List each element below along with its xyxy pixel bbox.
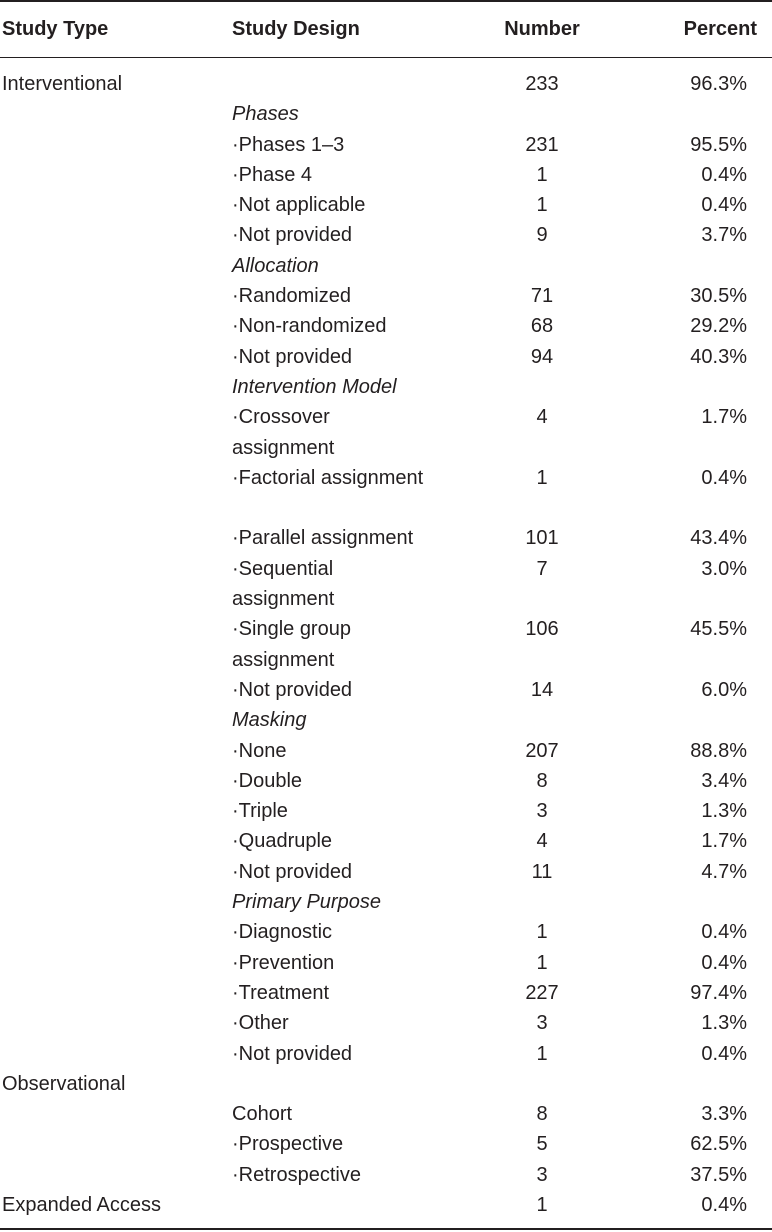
cell-study-design: ·Double xyxy=(232,769,303,792)
cell-study-design: ·Parallel assignment xyxy=(232,527,414,550)
cell-number: 8 xyxy=(536,1103,548,1126)
table-row xyxy=(0,99,772,129)
cell-study-design: ·Randomized xyxy=(232,285,351,308)
table-row xyxy=(0,463,772,524)
cell-study-design: ·Prospective xyxy=(232,1133,344,1156)
cell-study-design: Intervention Model xyxy=(232,375,397,398)
table-row xyxy=(0,554,772,615)
header-number: Number xyxy=(504,18,580,40)
cell-study-design: ·Diagnostic xyxy=(232,921,333,944)
cell-percent: 96.3% xyxy=(690,73,747,95)
cell-percent: 0.4% xyxy=(701,163,747,186)
cell-study-design: ·Not provided xyxy=(232,345,353,368)
cell-study-design: Phases xyxy=(232,103,299,126)
table-row xyxy=(0,190,772,220)
cell-percent: 1.7% xyxy=(701,830,747,853)
cell-percent: 29.2% xyxy=(690,315,747,338)
table-bottom-rule xyxy=(0,1228,772,1230)
cell-number: 227 xyxy=(525,981,559,1004)
cell-number: 1 xyxy=(536,194,548,217)
table-header-rule xyxy=(0,57,772,58)
table-row xyxy=(0,1190,772,1220)
cell-study-design: ·Retrospective xyxy=(232,1163,361,1186)
table-row xyxy=(0,160,772,190)
cell-study-design: ·Non-randomized xyxy=(232,315,387,338)
cell-number: 1 xyxy=(536,466,548,489)
table-row xyxy=(0,523,772,553)
cell-number: 231 xyxy=(525,133,559,156)
table-row xyxy=(0,1008,772,1038)
cell-percent: 3.7% xyxy=(701,224,747,247)
cell-number: 94 xyxy=(530,345,554,368)
table-row xyxy=(0,342,772,372)
table-row xyxy=(0,1039,772,1069)
cell-percent: 4.7% xyxy=(701,860,747,883)
cell-study-design: ·None xyxy=(232,739,287,762)
cell-number: 1 xyxy=(536,921,548,944)
cell-study-design: ·Not provided xyxy=(232,1042,353,1065)
cell-percent: 0.4% xyxy=(701,921,747,944)
cell-study-design: ·Sequential assignment xyxy=(232,557,335,611)
cell-number: 1 xyxy=(536,1042,548,1065)
table-row xyxy=(0,705,772,735)
cell-percent: 0.4% xyxy=(701,1042,747,1065)
cell-study-design: ·Prevention xyxy=(232,951,335,974)
cell-study-design: ·Quadruple xyxy=(232,830,333,853)
table-row xyxy=(0,857,772,887)
cell-percent: 1.3% xyxy=(701,1012,747,1035)
table-header-row xyxy=(0,0,772,57)
cell-percent: 97.4% xyxy=(690,981,747,1004)
cell-study-design: Primary Purpose xyxy=(232,891,381,914)
cell-study-design: ·Crossover assignment xyxy=(232,406,335,459)
cell-number: 4 xyxy=(536,830,548,853)
table-row xyxy=(0,766,772,796)
table-row xyxy=(0,675,772,705)
cell-study-design: ·Phase 4 xyxy=(232,163,313,186)
table-row xyxy=(0,826,772,856)
cell-study-design: Allocation xyxy=(232,254,319,277)
table-row xyxy=(0,1069,772,1099)
cell-number: 11 xyxy=(531,860,553,883)
cell-percent: 0.4% xyxy=(701,194,747,217)
header-study-design: Study Design xyxy=(232,18,360,40)
cell-number: 68 xyxy=(530,315,554,338)
cell-number: 101 xyxy=(525,527,559,550)
table-row xyxy=(0,311,772,341)
cell-percent: 62.5% xyxy=(690,1133,747,1156)
cell-number: 14 xyxy=(530,678,554,701)
cell-percent: 3.3% xyxy=(701,1103,747,1126)
cell-study-design: ·Not provided xyxy=(232,224,353,247)
cell-study-type: Interventional xyxy=(2,73,123,95)
table-row xyxy=(0,372,772,402)
cell-percent: 6.0% xyxy=(701,678,747,701)
cell-study-design: ·Treatment xyxy=(232,981,330,1004)
cell-number: 5 xyxy=(536,1133,548,1156)
cell-number: 106 xyxy=(525,618,559,641)
cell-percent: 0.4% xyxy=(701,466,747,489)
table-row xyxy=(0,614,772,675)
table-row xyxy=(0,917,772,947)
cell-percent: 40.3% xyxy=(690,345,747,368)
table-row xyxy=(0,1160,772,1190)
cell-percent: 43.4% xyxy=(690,527,747,550)
cell-percent: 95.5% xyxy=(690,133,747,156)
cell-number: 1 xyxy=(536,951,548,974)
table-row xyxy=(0,220,772,250)
cell-percent: 1.3% xyxy=(701,800,747,823)
cell-number: 3 xyxy=(536,800,548,823)
cell-study-design: ·Factorial assignment xyxy=(232,466,424,489)
cell-study-design: Masking xyxy=(232,709,307,732)
cell-number: 8 xyxy=(536,769,548,792)
cell-study-design: ·Other xyxy=(232,1012,289,1035)
cell-study-design: ·Triple xyxy=(232,800,288,823)
cell-study-design: ·Phases 1–3 xyxy=(232,133,345,156)
table-row xyxy=(0,130,772,160)
cell-percent: 0.4% xyxy=(701,951,747,974)
cell-study-design: ·Single group assignment xyxy=(232,618,351,671)
table-row xyxy=(0,1129,772,1159)
cell-percent: 3.4% xyxy=(701,769,747,792)
cell-study-design: ·Not provided xyxy=(232,860,353,883)
cell-study-type: Observational xyxy=(2,1072,126,1095)
cell-number: 233 xyxy=(525,73,559,95)
table-row xyxy=(0,736,772,766)
cell-number: 1 xyxy=(536,1193,548,1216)
table-row xyxy=(0,796,772,826)
cell-number: 1 xyxy=(536,163,548,186)
table-row xyxy=(0,69,772,99)
cell-percent: 88.8% xyxy=(690,739,747,762)
cell-study-design: ·Not applicable xyxy=(232,194,366,217)
cell-number: 4 xyxy=(536,406,548,429)
table-row xyxy=(0,251,772,281)
table-row xyxy=(0,887,772,917)
cell-number: 9 xyxy=(536,224,548,247)
cell-study-design: ·Not provided xyxy=(232,678,353,701)
table-row xyxy=(0,948,772,978)
header-percent: Percent xyxy=(683,18,757,40)
cell-number: 7 xyxy=(536,557,548,580)
cell-number: 3 xyxy=(536,1012,548,1035)
cell-percent: 3.0% xyxy=(701,557,747,580)
table-row xyxy=(0,1099,772,1129)
table-row xyxy=(0,978,772,1008)
cell-percent: 37.5% xyxy=(690,1163,747,1186)
cell-percent: 0.4% xyxy=(701,1193,747,1216)
cell-number: 71 xyxy=(530,285,554,308)
table-row xyxy=(0,281,772,311)
cell-percent: 30.5% xyxy=(690,285,747,308)
cell-percent: 45.5% xyxy=(690,618,747,641)
table-body xyxy=(0,69,772,1220)
cell-percent: 1.7% xyxy=(701,406,747,429)
table-row xyxy=(0,402,772,463)
cell-number: 3 xyxy=(536,1163,548,1186)
header-study-type: Study Type xyxy=(2,18,109,40)
cell-study-design: Cohort xyxy=(232,1103,293,1126)
cell-number: 207 xyxy=(525,739,559,762)
cell-study-type: Expanded Access xyxy=(2,1193,161,1216)
